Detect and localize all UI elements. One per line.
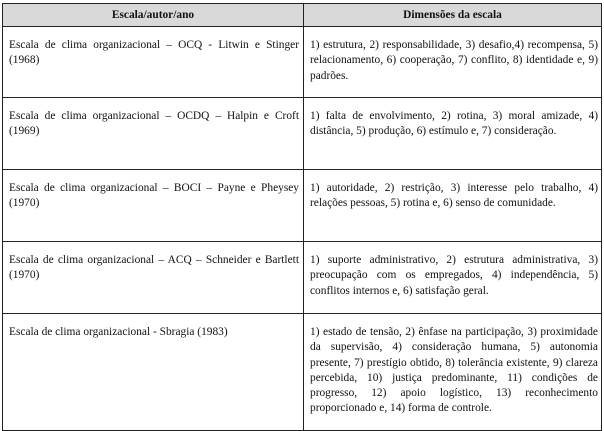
header-dimensions: Dimensões da escala xyxy=(304,4,602,27)
dimensions-cell: 1) suporte administrativo, 2) estrutura administrativa, 3) preocupação com os empregados, 4) independência, 5) conflitos internos e, 6) satisfação geral. xyxy=(304,242,602,314)
table-row xyxy=(3,242,602,314)
dimensions-cell: 1) falta de envolvimento, 2) rotina, 3) moral amizade, 4) distância, 5) produção, 6) estímulo e, 7) consideração. xyxy=(304,98,602,170)
dimensions-cell: 1) estrutura, 2) responsabilidade, 3) desafio,4) recompensa, 5) relacionamento, 6) cooperação, 7) conflito, 8) identidade e, 9) padrões. xyxy=(304,27,602,98)
table-row xyxy=(3,314,602,431)
table-row xyxy=(3,98,602,170)
scales-table xyxy=(2,3,602,431)
header-scale-author-year: Escala/autor/ano xyxy=(3,4,304,27)
table-header xyxy=(3,4,602,27)
table-row xyxy=(3,170,602,242)
header-row xyxy=(3,4,602,27)
scale-name-cell: Escala de clima organizacional – BOCI – Payne e Pheysey (1970) xyxy=(3,170,304,242)
scale-name-cell: Escala de clima organizacional – ACQ – Schneider e Bartlett (1970) xyxy=(3,242,304,314)
dimensions-cell: 1) autoridade, 2) restrição, 3) interesse pelo trabalho, 4) relações pessoas, 5) rotina e, 6) senso de comunidade. xyxy=(304,170,602,242)
scale-name-cell: Escala de clima organizacional – OCQ - Litwin e Stinger (1968) xyxy=(3,27,304,98)
table-body xyxy=(3,27,602,431)
table-row xyxy=(3,27,602,98)
dimensions-cell: 1) estado de tensão, 2) ênfase na participação, 3) proximidade da supervisão, 4) consideração humana, 5) autonomia presente, 7) prestígio obtido, 8) tolerância existente, 9) clareza percebida, 10) justiça predominante, 11) condições de progresso, 12) apoio logístico, 13) reconhecimento proporcionado e, 14) forma de controle. xyxy=(304,314,602,431)
scale-name-cell: Escala de clima organizacional – OCDQ – Halpin e Croft (1969) xyxy=(3,98,304,170)
scale-name-cell: Escala de clima organizacional - Sbragia (1983) xyxy=(3,314,304,431)
